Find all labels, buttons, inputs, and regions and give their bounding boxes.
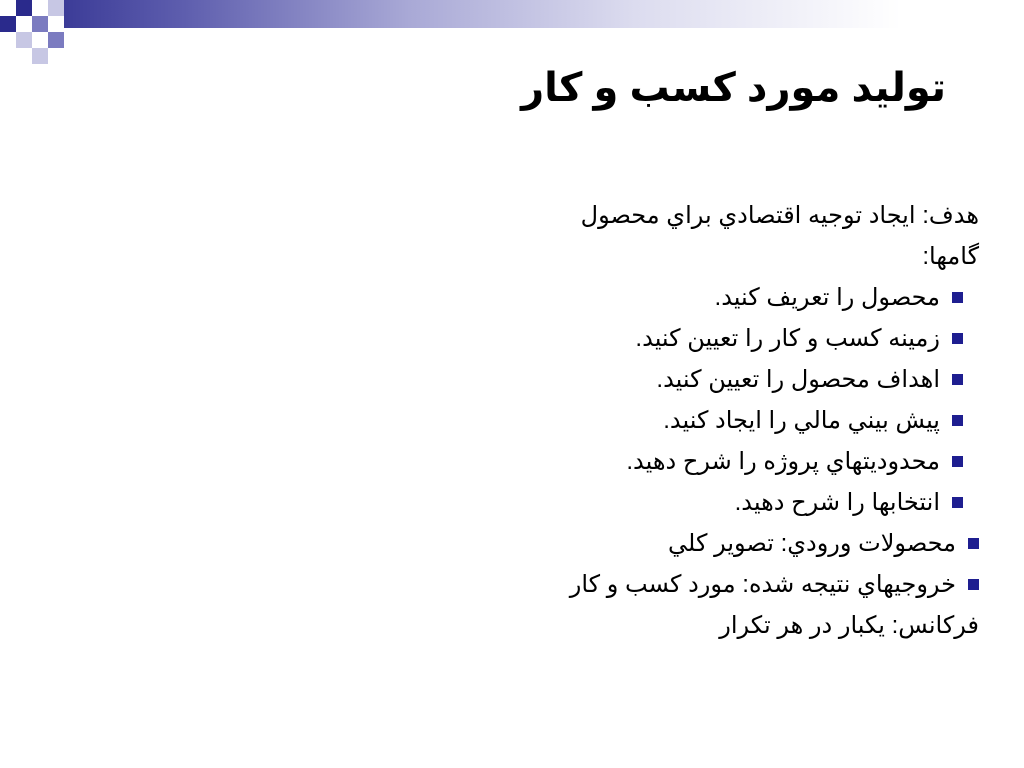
step-text: محصول را تعريف کنيد. bbox=[714, 284, 940, 311]
step-item bbox=[419, 482, 979, 523]
step-item bbox=[419, 318, 979, 359]
inputs-item bbox=[419, 523, 979, 564]
step-text: انتخابها را شرح دهيد. bbox=[734, 489, 940, 516]
goal-text: هدف: ايجاد توجيه اقتصادي براي محصول bbox=[580, 202, 979, 229]
slide-body bbox=[419, 195, 979, 646]
square-bullet-icon bbox=[952, 292, 963, 303]
decorative-header-band bbox=[0, 0, 1024, 28]
step-item bbox=[419, 441, 979, 482]
steps-label: گامها: bbox=[922, 243, 979, 270]
step-text: زمينه کسب و کار را تعيين کنيد. bbox=[635, 325, 940, 352]
square-bullet-icon bbox=[968, 579, 979, 590]
square-bullet-icon bbox=[952, 333, 963, 344]
square-bullet-icon bbox=[952, 456, 963, 467]
step-item bbox=[419, 400, 979, 441]
step-item bbox=[419, 359, 979, 400]
step-item bbox=[419, 277, 979, 318]
slide-title: توليد مورد کسب و کار bbox=[521, 66, 946, 110]
step-text: پيش بيني مالي را ايجاد کنيد. bbox=[663, 407, 940, 434]
square-bullet-icon bbox=[968, 538, 979, 549]
square-bullet-icon bbox=[952, 415, 963, 426]
square-bullet-icon bbox=[952, 497, 963, 508]
outputs-text: خروجيهاي نتيجه شده: مورد کسب و کار bbox=[569, 571, 956, 598]
square-bullet-icon bbox=[952, 374, 963, 385]
frequency-text: فرکانس: يکبار در هر تکرار bbox=[719, 612, 979, 639]
outputs-item bbox=[419, 564, 979, 605]
step-text: اهداف محصول را تعيين کنيد. bbox=[656, 366, 940, 393]
inputs-text: محصولات ورودي: تصوير کلي bbox=[668, 530, 956, 557]
step-text: محدوديتهاي پروژه را شرح دهيد. bbox=[626, 448, 940, 475]
